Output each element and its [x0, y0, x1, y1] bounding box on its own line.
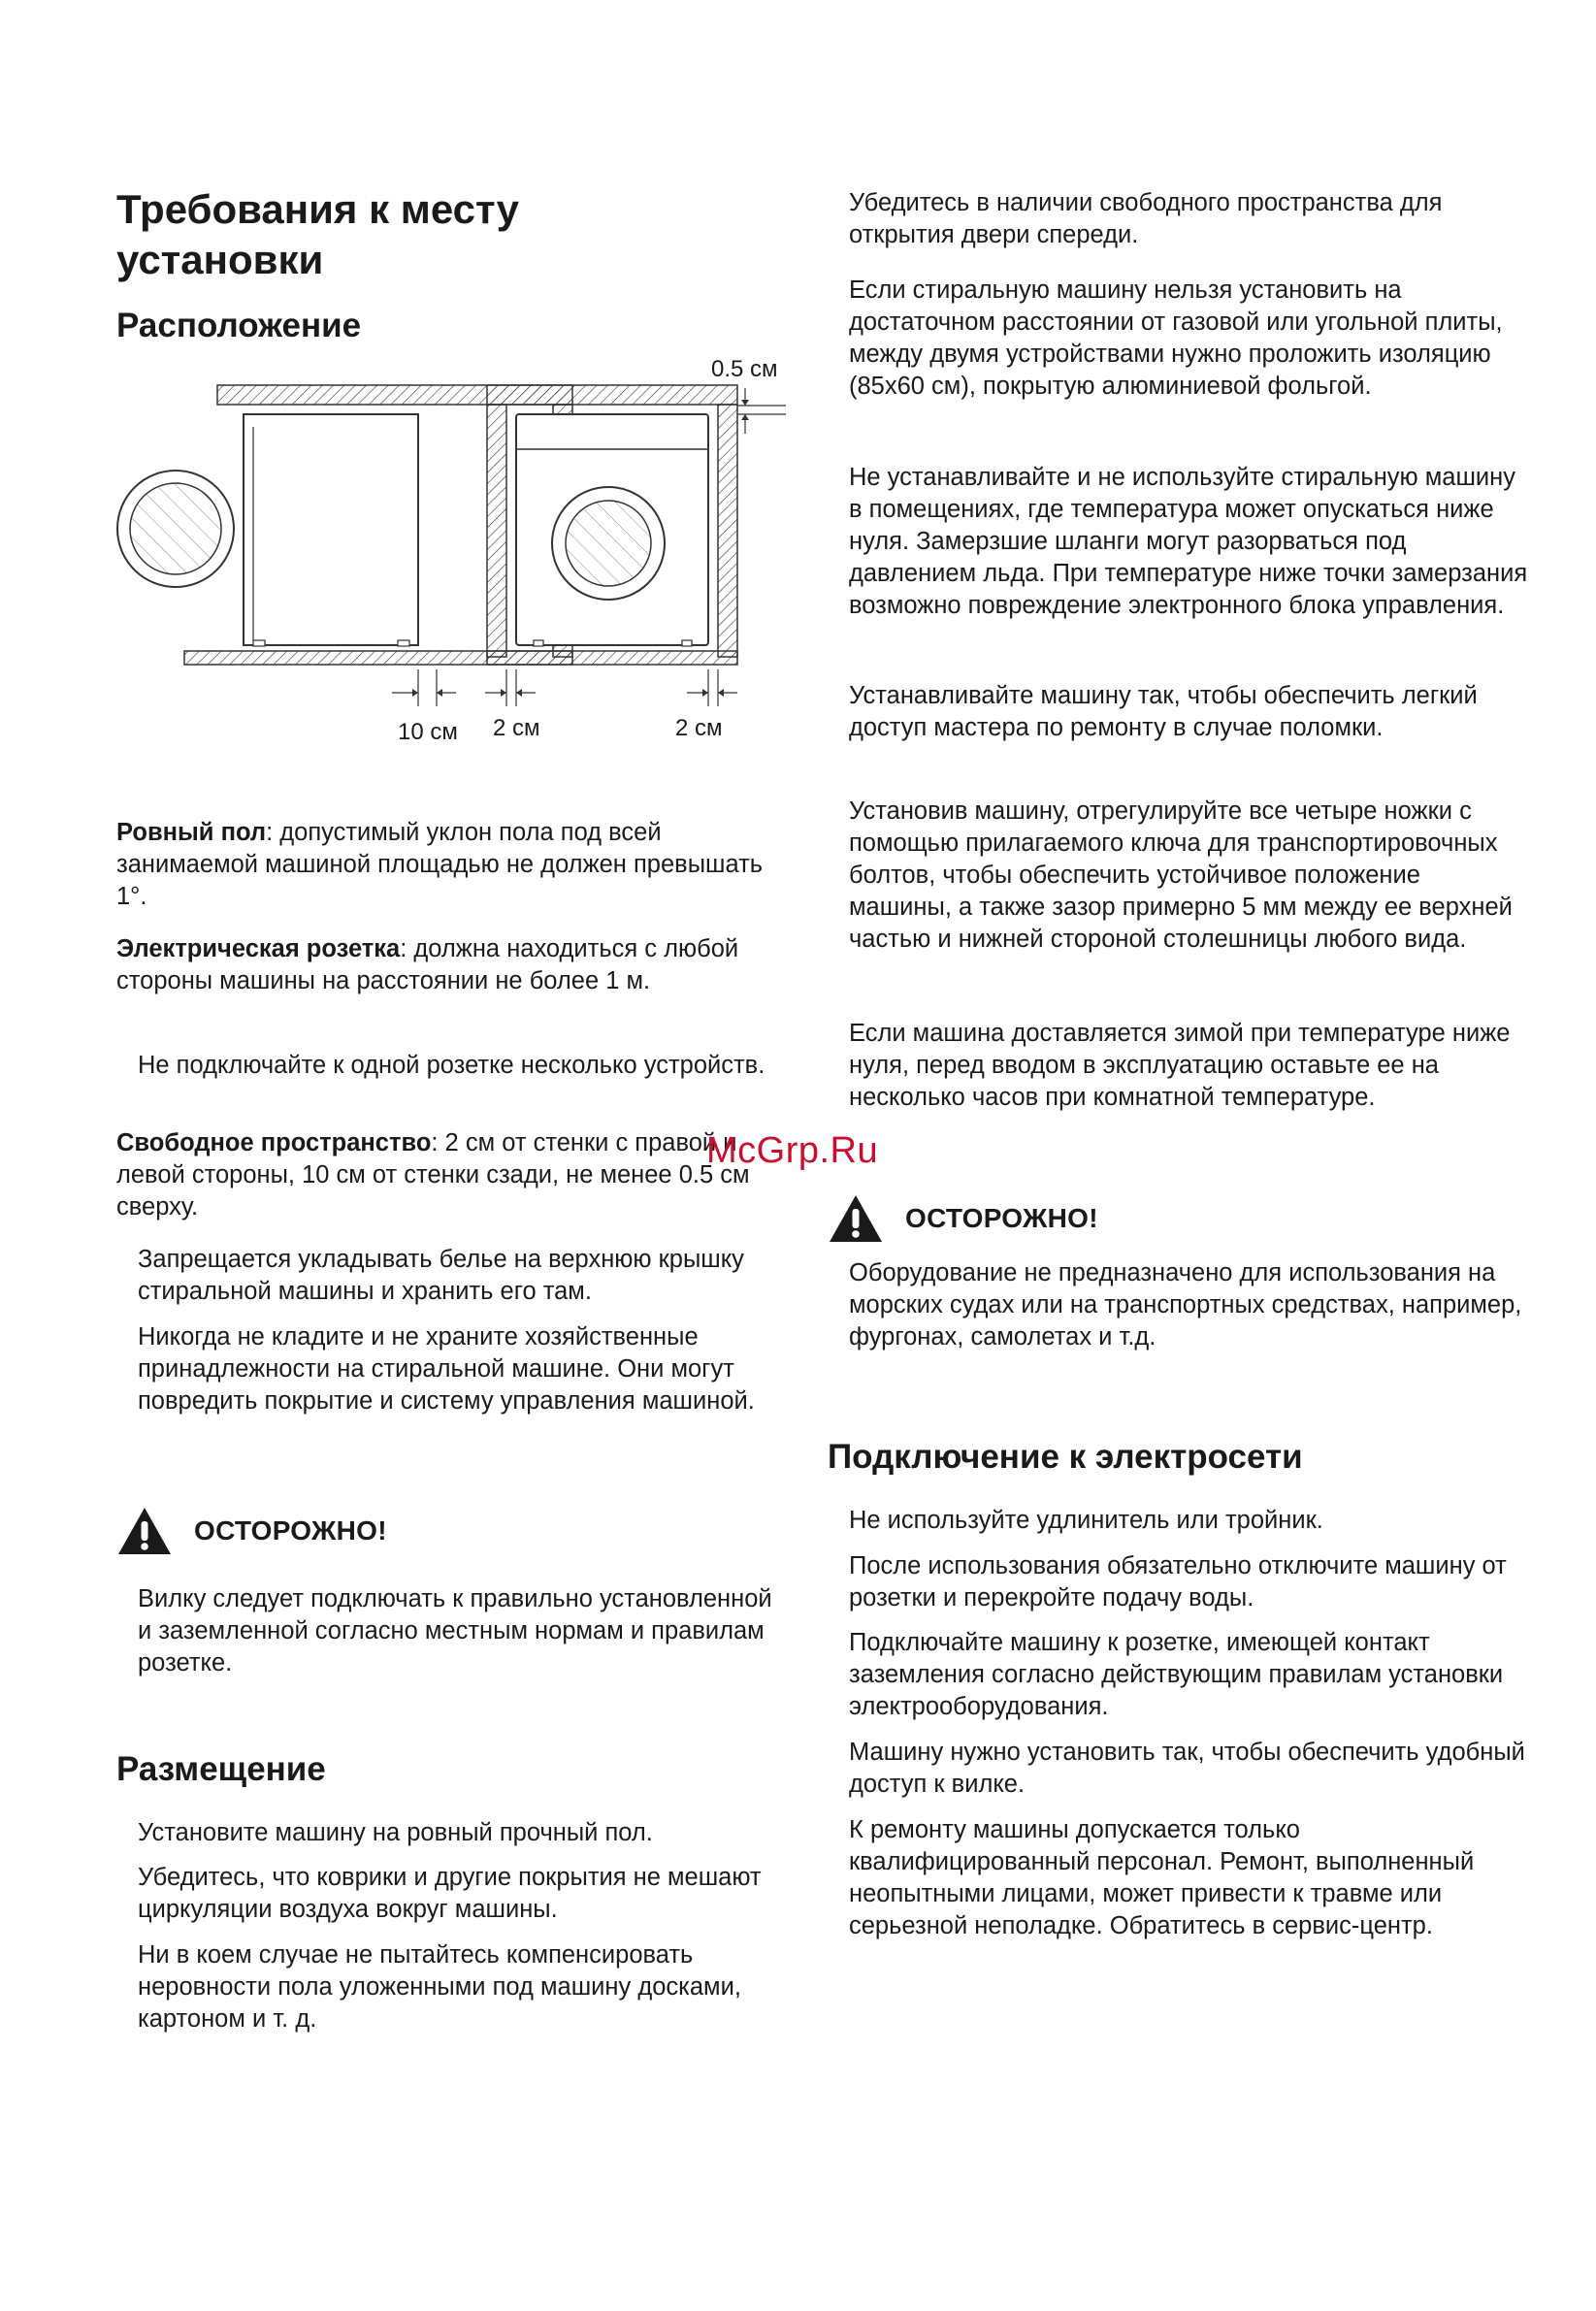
front-view-floor [487, 651, 737, 665]
dim-right-label: 2 см [675, 715, 723, 741]
power-paragraph-4: Машину нужно установить так, чтобы обеспечить удобный доступ к вилке. [849, 1739, 1525, 1798]
warning-header-left [116, 1506, 387, 1556]
placement-paragraph-2: Убедитесь, что коврики и другие покрытия не мешают циркуляции воздуха вокруг машины. [138, 1864, 762, 1923]
dim-left-label: 2 см [493, 715, 540, 741]
right-paragraph-3: Не устанавливайте и не используйте стиральную машину в помещениях, где температура может опускаться ниже нуля. Замерзшие шланги могут разорваться под давлением льда. При температуре ниже точки замерзания возможно повреждение электронного блока управления. [849, 464, 1528, 619]
front-view-left-wall [487, 405, 506, 657]
front-view-right-wall [718, 405, 737, 657]
placement-paragraph-1: Установите машину на ровный прочный пол. [138, 1819, 653, 1846]
floor-requirement-text: : допустимый уклон пола под всей занимаемой машиной площадью не должен превышать 1°. [116, 819, 764, 910]
dim-top-label: 0.5 см [711, 356, 778, 382]
space-note-supplies: Никогда не кладите и не храните хозяйственные принадлежности на стиральной машине. Они могут повредить покрытие и систему управления машиной. [138, 1323, 755, 1415]
warning-label: ОСТОРОЖНО! [194, 1515, 387, 1546]
side-view-machine [244, 414, 418, 645]
space-requirement [116, 1127, 776, 1223]
placement-paragraph-3: Ни в коем случае не пытайтесь компенсировать неровности пола уложенными под машину досками, картоном и т. д. [138, 1941, 741, 2033]
page-title-line1: Требования к месту [116, 186, 519, 232]
dim-back-label: 10 см [398, 719, 458, 745]
warning-header-right [828, 1193, 1098, 1244]
floor-requirement [116, 817, 776, 913]
right-paragraph-2: Если стиральную машину нельзя установить на достаточном расстоянии от газовой или угольной плиты, между двумя устройствами нужно проложить изоляцию (85x60 см), покрытую алюминиевой фольгой. [849, 277, 1503, 400]
warning-icon [828, 1193, 884, 1244]
front-view-top-wall [487, 385, 737, 405]
power-paragraph-1: Не используйте удлинитель или тройник. [849, 1507, 1323, 1534]
space-note-laundry: Запрещается укладывать белье на верхнюю крышку стиральной машины и хранить его там. [138, 1246, 744, 1305]
socket-requirement-text: : должна находиться с любой стороны машины на расстоянии не более 1 м. [116, 935, 739, 994]
floor-requirement-term: Ровный пол [116, 819, 267, 846]
warning-text-left: Вилку следует подключать к правильно установленной и заземленной согласно местным нормам и правилам розетке. [138, 1585, 772, 1676]
watermark: McGrp.Ru [706, 1130, 879, 1171]
space-requirement-text: : 2 см от стенки с правой и левой стороны, 10 см от стенки сзади, не менее 0.5 см сверху. [116, 1129, 750, 1221]
power-paragraph-5: К ремонту машины допускается только квалифицированный персонал. Ремонт, выполненный неопытными лицами, может привести к травме или серьезной неполадке. Обратитесь в сервис-центр. [849, 1816, 1475, 1939]
space-requirement-term: Свободное пространство [116, 1129, 432, 1156]
warning-label: ОСТОРОЖНО! [905, 1203, 1098, 1233]
right-paragraph-1: Убедитесь в наличии свободного пространства для открытия двери спереди. [849, 189, 1443, 248]
socket-requirement [116, 933, 776, 997]
socket-requirement-term: Электрическая розетка [116, 935, 401, 962]
clearance-diagram [116, 349, 796, 766]
right-paragraph-6: Если машина доставляется зимой при температуре ниже нуля, перед вводом в эксплуатацию оставьте ее на несколько часов при комнатной температуре. [849, 1020, 1511, 1111]
power-paragraph-2: После использования обязательно отключите машину от розетки и перекройте подачу воды. [849, 1552, 1507, 1611]
warning-icon [116, 1506, 173, 1556]
right-paragraph-4: Устанавливайте машину так, чтобы обеспечить легкий доступ мастера по ремонту в случае поломки. [849, 682, 1478, 741]
page-title-line2: установки [116, 237, 324, 282]
power-paragraph-3: Подключайте машину к розетке, имеющей контакт заземления согласно действующим правилам установки электрооборудования. [849, 1629, 1504, 1720]
socket-note: Не подключайте к одной розетке несколько устройств. [138, 1052, 765, 1079]
right-paragraph-5: Установив машину, отрегулируйте все четыре ножки с помощью прилагаемого ключа для транспортировочных болтов, чтобы обеспечить устойчивое положение машины, а также зазор примерно 5 мм между ее верхней частью и нижней стороной столешницы любого вида. [849, 797, 1513, 953]
page-title [116, 184, 519, 285]
section-title-placement: Размещение [116, 1750, 326, 1788]
section-title-power: Подключение к электросети [828, 1438, 1303, 1476]
warning-text-right: Оборудование не предназначено для использования на морских судах или на транспортных средствах, например, фургонах, самолетах и т.д. [849, 1259, 1522, 1351]
section-title-location: Расположение [116, 307, 362, 344]
